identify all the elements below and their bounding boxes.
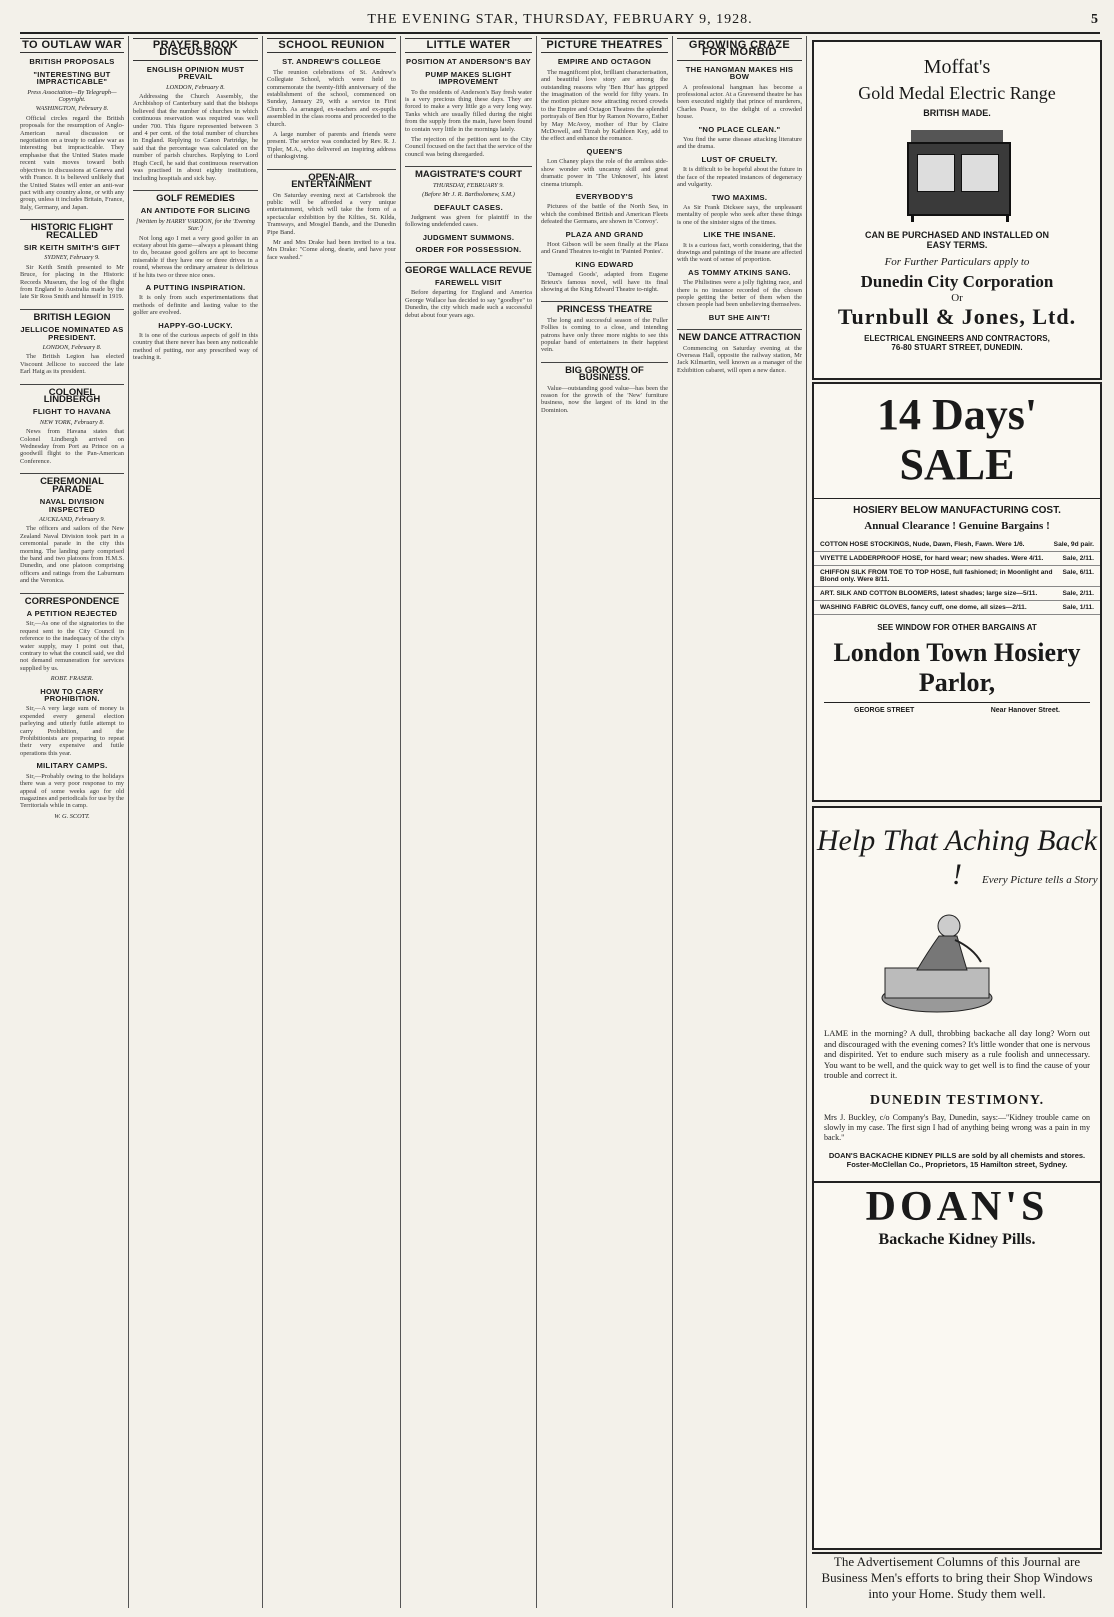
subhead: EVERYBODY'S xyxy=(575,191,634,201)
ad-text: For Further Particulars apply to xyxy=(884,256,1030,268)
byline: (Before Mr J. R. Bartholomew, S.M.) xyxy=(422,191,515,199)
store-name: London Town Hosiery Parlor, xyxy=(833,638,1081,697)
subhead: "NO PLACE CLEAN." xyxy=(698,124,781,134)
ad-address: 76-80 STUART STREET, DUNEDIN. xyxy=(891,343,1023,352)
headline-open-air: OPEN-AIR ENTERTAINMENT xyxy=(267,169,396,189)
dateline: THURSDAY, FEBRUARY 9. xyxy=(432,181,505,189)
sale-item xyxy=(814,552,1100,566)
article-body: As Sir Frank Dicksee says, the unpleasant mentality of people who seek after these things is one of the sinister signs of the times. xyxy=(677,203,802,226)
signature: ROBT. FRASER. xyxy=(50,675,94,683)
headline-little-water: LITTLE WATER xyxy=(405,38,532,53)
article-body: The magnificent plot, brilliant characterisation, and beautiful love story are among the outstanding reasons why 'Ben Hur' has gripped the imagination of the world for fifty years. In the motion picture now attracting record crowds to the Empire and Octagon Theatres the splendid portrayals of Ben Hur by Ramon Novarro, Esther by May McAvoy, mother of Hur by Claire McDowell, and Tirzah by Kathleen Key, add to the effect and enhance the romance. xyxy=(541,68,668,143)
subhead: KING EDWARD xyxy=(575,259,634,269)
headline-historic-flight: HISTORIC FLIGHT RECALLED xyxy=(20,219,124,239)
byline: [Written by HARRY VARDON, for the 'Evening Star.'] xyxy=(136,217,255,233)
subhead: NAVAL DIVISION INSPECTED xyxy=(39,497,105,514)
dateline: AUCKLAND, February 9. xyxy=(38,515,106,523)
ad-origin: BRITISH MADE. xyxy=(923,108,991,118)
sale-item-name: CHIFFON SILK FROM TOE TO TOP HOSE, full fashioned; in Moonlight and Blond only. Were 8/11. xyxy=(820,569,1053,583)
sale-item xyxy=(814,566,1100,587)
sale-item-list xyxy=(814,538,1100,615)
headline-george-wallace: GEORGE WALLACE REVUE xyxy=(405,262,532,274)
article-body: The reunion celebrations of St. Andrew's Collegiate School, which were held to commemorate the twenty-fifth anniversary of the establishment of the school, commenced on Sunday, January 29, with a service in First Church. As arranged, ex-teachers and ex-pupils assembled in the class rooms and proceeded to the church. xyxy=(267,68,396,128)
column-1 xyxy=(20,38,124,1608)
column-5 xyxy=(541,38,668,1608)
doans-footer: DOAN'S BACKACHE KIDNEY PILLS are sold by all chemists and stores. Foster-McClellan Co., Proprietors, 15 Hamilton street, Sydney. xyxy=(828,1150,1086,1169)
article-body: Value—outstanding good value—has been the reason for the growth of the 'New' furniture business, now the largest of its kind in the Dominion. xyxy=(541,384,668,414)
subhead: PUMP MAKES SLIGHT IMPROVEMENT xyxy=(425,69,512,87)
subhead: JUDGMENT SUMMONS. xyxy=(422,232,515,242)
ad-brand: Moffat's xyxy=(923,56,991,78)
article-body: The rejection of the petition sent to the City Council focused on the fact that the service of the council was being disregarded. xyxy=(405,136,532,158)
quote-line: BUT SHE AIN'T! xyxy=(708,312,771,322)
signature: W. G. SCOTT. xyxy=(54,812,90,820)
column-rule xyxy=(262,36,263,1608)
sale-item-price: Sale, 2/11. xyxy=(1062,555,1094,562)
sale-tagline: HOSIERY BELOW MANUFACTURING COST. xyxy=(814,498,1100,516)
article-body: You find the same disease attacking literature and the drama. xyxy=(677,136,802,151)
column-rule xyxy=(672,36,673,1608)
headline-new-dance: NEW DANCE ATTRACTION xyxy=(677,329,802,341)
article-body: 'Damaged Goods', adapted from Eugene Brieux's famous novel, will have its final showing at the King Edward Theatre to-night. xyxy=(541,271,668,293)
subhead: A PETITION REJECTED xyxy=(26,608,118,618)
subhead: FAREWELL VISIT xyxy=(435,277,502,287)
store-cross-street: Near Hanover Street. xyxy=(990,707,1060,714)
article-body: The long and successful season of the Fuller Follies is coming to a close, and intending patrons have only three more nights to see this popular band of entertainers in their happiest vein. xyxy=(541,316,668,354)
ad-text: ELECTRICAL ENGINEERS AND CONTRACTORS, xyxy=(864,334,1050,343)
article-body: A professional hangman has become a professional actor. At a Gravesend theatre he has been executed nightly that prince of murderers, Charles Peace, to the delight of a crowded house. xyxy=(677,83,802,121)
article-body: On Saturday evening next at Carisbrook the public will be afforded a very unique entertainment, which will take the form of a spectacular exhibition by the Kilties, St. Kilda, Tramways, and Mosgiel Bands, and the Dunedin Pipe Band. xyxy=(267,191,396,236)
subhead: HAPPY-GO-LUCKY. xyxy=(158,320,233,330)
subhead: FLIGHT TO HAVANA xyxy=(32,407,112,417)
headline-school-reunion: SCHOOL REUNION xyxy=(267,38,396,53)
headline-picture-theatres: PICTURE THEATRES xyxy=(541,38,668,53)
headline-prayer-book: PRAYER BOOK DISCUSSION xyxy=(133,38,258,61)
ad-doans-pills xyxy=(812,806,1102,1550)
sale-item-price: Sale, 6/11. xyxy=(1062,569,1094,576)
dateline: WASHINGTON, February 8. xyxy=(35,105,109,113)
article-body: To the residents of Anderson's Bay fresh water is a very precious thing these days. They are forced to make a very little go a very long way. Tanks which are usually filled during the night from the supply from the main, have been found to contain very little in the mornings lately. xyxy=(405,88,532,133)
subhead: DEFAULT CASES. xyxy=(433,202,504,212)
woman-at-washtub-illustration xyxy=(857,898,1057,1018)
article-body: The British Legion has elected Viscount Jellicoe to succeed the late Earl Haig as its president. xyxy=(20,353,124,376)
advertisement-note: The Advertisement Columns of this Journal are Business Men's efforts to bring their Shop Windows into your Home. Study them well. xyxy=(812,1552,1102,1602)
letter-body: Sir,—A very large sum of money is expended every general election parleying and utterly futile attempt to carry Prohibition, and the Prohibitionists are preparing to repeat their very expensive and futile operations this year. xyxy=(20,705,124,757)
sale-item-name: WASHING FABRIC GLOVES, fancy cuff, one dome, all sizes—2/11. xyxy=(820,604,1027,611)
ad-dealer: Dunedin City Corporation xyxy=(860,272,1054,291)
article-body: Mr and Mrs Drake had been invited to a tea. Mrs Drake: "Come along, dearie, and have your face washed." xyxy=(267,238,396,261)
article-body: The Philistines were a jolly fighting race, and there is no instance recorded of the chosen people getting the better of them when the chosen people had been unbelieving themselves. xyxy=(677,279,802,309)
subhead: HOW TO CARRY PROHIBITION. xyxy=(40,686,104,704)
subhead: A PUTTING INSPIRATION. xyxy=(145,282,246,292)
sale-window-note: SEE WINDOW FOR OTHER BARGAINS AT xyxy=(877,623,1037,632)
ad-text: EASY TERMS. xyxy=(926,240,988,250)
sale-item xyxy=(814,587,1100,601)
headline-growing-craze: GROWING CRAZE FOR MORBID xyxy=(677,38,802,61)
subhead: EMPIRE AND OCTAGON xyxy=(557,57,652,67)
ad-text: CAN BE PURCHASED AND INSTALLED ON xyxy=(864,230,1049,240)
article-body: Before departing for England and America George Wallace has decided to say "goodbye" to Dunedin, the city which made such a successful debut about four years ago. xyxy=(405,289,532,319)
article-body: Hoot Gibson will be seen finally at the Plaza and Grand Theatres to-night in 'Painted Ponies'. xyxy=(541,240,668,256)
masthead-title: THE EVENING STAR, THURSDAY, FEBRUARY 9, 1928. xyxy=(367,12,753,27)
subhead: ENGLISH OPINION MUST PREVAIL xyxy=(146,64,245,82)
subhead: BRITISH PROPOSALS xyxy=(29,57,115,67)
column-rule xyxy=(400,36,401,1608)
sale-tagline: Annual Clearance ! Genuine Bargains ! xyxy=(864,520,1050,532)
masthead xyxy=(20,8,1100,34)
doans-brand-sub: Backache Kidney Pills. xyxy=(878,1230,1036,1248)
byline: Press Association—By Telegraph—Copyright. xyxy=(27,88,117,104)
article-body: The officers and sailors of the New Zealand Naval Division took part in a ceremonial parade in the city this morning. The landing party comprised the band and two platoons from H.M.S. Dunedin, and one platoon comprising officers and ratings from the Laburnum and the Veronica. xyxy=(20,525,124,585)
sale-item-name: COTTON HOSE STOCKINGS, Nude, Dawn, Flesh, Fawn. Were 1/6. xyxy=(820,541,1025,548)
subhead: MILITARY CAMPS. xyxy=(36,761,108,771)
article-body: Addressing the Church Assembly, the Archbishop of Canterbury said that the bishops believed that the number of churches in which continuous reservation was required was well under 700. This figure represented between 3 and 4 per cent. of the total number of churches in England. Replying to Canon Partridge, he said that the percentage was calculated on the number of parish churches. Replying to Lord Hugh Cecil, he said that continuous reservation was practised in about eighty institutions, including hospitals and sick bay. xyxy=(133,93,258,182)
dateline: SYDNEY, February 9. xyxy=(44,254,100,262)
headline-correspondence: CORRESPONDENCE xyxy=(20,593,124,605)
sale-item-name: VIYETTE LADDERPROOF HOSE, for hard wear; new shades. Were 4/11. xyxy=(820,555,1044,562)
article-body: Commencing on Saturday evening at the Overseas Hall, opposite the railway station, Mr Jack Kilmartin, well known as a manager of the Exhibition cabaret, will open a new dance. xyxy=(677,344,802,374)
subhead: LUST OF CRUELTY. xyxy=(701,154,778,164)
dateline: LONDON, February 8. xyxy=(166,83,225,91)
headline-big-growth: BIG GROWTH OF BUSINESS. xyxy=(541,362,668,382)
dateline: NEW YORK, February 8. xyxy=(39,418,105,426)
column-6 xyxy=(677,38,802,1608)
subhead: AN ANTIDOTE FOR SLICING xyxy=(140,206,251,216)
doans-brand: DOAN'S xyxy=(814,1181,1100,1231)
page-number: 5 xyxy=(1091,12,1098,27)
subhead: AS TOMMY ATKINS SANG. xyxy=(688,267,791,277)
article-body: News from Havana states that Colonel Lindbergh arrived on Wednesday from Port au Prince on a goodwill flight to the Pan-American Conference. xyxy=(20,428,124,465)
subhead: ORDER FOR POSSESSION. xyxy=(415,245,522,255)
subhead: LIKE THE INSANE. xyxy=(703,230,776,240)
store-address xyxy=(824,702,1090,718)
article-body: Official circles regard the British proposals for the resumption of Anglo-American naval discussion or negotiation on a treaty to outlaw war as interesting but impracticable. They emphasise that the United States made recent vain moves toward both objectives in discussions at Geneva and with France. It is believed unlikely that the United States will enter an anti-war pact with any country alone, or with any group, unless it includes Britain, France, Italy, Germany, and Japan. xyxy=(20,114,124,211)
ad-moffats-range xyxy=(812,40,1102,380)
sale-headline: 14 Days' SALE xyxy=(876,390,1038,489)
article-body: It is one of the curious aspects of golf in this country that there never has been any noticeable method of putting, nor any prescribed way of teaching it. xyxy=(133,332,258,362)
sale-item-name: ART. SILK AND COTTON BLOOMERS, latest shades; large size—5/11. xyxy=(820,590,1038,597)
letter-body: Sir,—Probably owing to the holidays there was a very poor response to my appeal of some weeks ago for old magazines and periodicals for use by the Territorials while in camp. xyxy=(20,772,124,810)
ad-text: Or xyxy=(951,292,963,304)
letter-body: Sir,—As one of the signatories to the request sent to the City Council in reference to the inadequacy of the city's water supply, may I point out that, contrary to what the council said, we did not demand remuneration for services supplied by us. xyxy=(20,620,124,672)
article-body: Pictures of the battle of the North Sea, in which the combined British and American Fleets defeated the Germans, are shown in 'Convoy'. xyxy=(541,203,668,226)
subhead: SIR KEITH SMITH'S GIFT xyxy=(23,242,121,252)
column-4 xyxy=(405,38,532,1608)
subhead: JELLICOE NOMINATED AS PRESIDENT. xyxy=(20,325,124,342)
column-rule xyxy=(128,36,129,1608)
electric-range-illustration xyxy=(897,124,1017,224)
column-2 xyxy=(133,38,258,1608)
column-3 xyxy=(267,38,396,1608)
article-body: Lon Chaney plays the role of the armless side-show wonder with uncanny skill and great dramatic power in 'The Unknown', his latest cinema triumph. xyxy=(541,158,668,188)
subhead: TWO MAXIMS. xyxy=(711,192,768,202)
dateline: LONDON, February 8. xyxy=(42,344,102,351)
headline-princess-theatre: PRINCESS THEATRE xyxy=(541,301,668,313)
article-body: It is a curious fact, worth considering, that the drawings and paintings of the insane are affected with the want of sense of proportion. xyxy=(677,241,802,264)
article-body: A large number of parents and friends were present. The service was conducted by Rev. R. J. Tipler, M.A., who delivered an inspiring address of thanksgiving. xyxy=(267,131,396,161)
article-body: Sir Keith Smith presented to Mr Bruce, for placing in the Historic Records Museum, the log of the flight from England to Australia made by the late Sir Ross Smith and himself in 1919. xyxy=(20,263,124,301)
subhead: POSITION AT ANDERSON'S BAY xyxy=(405,57,532,67)
subhead: THE HANGMAN MAKES HIS BOW xyxy=(685,64,794,82)
article-body: Judgment was given for plaintiff in the following undefended cases. xyxy=(405,213,532,229)
headline-british-legion: BRITISH LEGION xyxy=(20,309,124,321)
sale-item-price: Sale, 9d pair. xyxy=(1053,541,1094,548)
doans-testimony-heading: DUNEDIN TESTIMONY. xyxy=(869,1092,1045,1108)
doans-body: LAME in the morning? A dull, throbbing backache all day long? Worn out and discouraged with the evening comes? It's little wonder that one is nervous and dispirited. Yet to endure such misery as a rule foolish and unnecessary. You want to be well, and the quick way to get well is to find the cause of your trouble and correct it. xyxy=(824,1028,1090,1080)
ad-hosiery-sale xyxy=(812,382,1102,802)
doans-headline: Help That Aching Back ! xyxy=(816,824,1098,891)
subhead: ST. ANDREW'S COLLEGE xyxy=(282,57,381,67)
subhead: "INTERESTING BUT IMPRACTICABLE" xyxy=(33,69,111,87)
article-body: It is only from such experimentations that methods of definite and lasting value to the golfer are evolved. xyxy=(133,294,258,317)
sale-item xyxy=(814,538,1100,552)
ad-dealer: Turnbull & Jones, Ltd. xyxy=(837,304,1077,329)
sale-item-price: Sale, 2/11. xyxy=(1062,590,1094,597)
store-street: GEORGE STREET xyxy=(854,707,915,714)
sale-item xyxy=(814,601,1100,615)
doans-testimony: Mrs J. Buckley, c/o Company's Bay, Dunedin, says:—"Kidney trouble came on slowly in my case. The first sign I had of anything being wrong was a pain in my back." xyxy=(824,1112,1090,1142)
sale-item-price: Sale, 1/11. xyxy=(1062,604,1094,611)
headline-ceremonial-parade: CEREMONIAL PARADE xyxy=(20,473,124,493)
doans-caption: Every Picture tells a Story xyxy=(982,874,1098,886)
column-rule xyxy=(536,36,537,1608)
subhead: QUEEN'S xyxy=(586,146,623,156)
column-rule xyxy=(806,36,807,1608)
ad-product: Gold Medal Electric Range xyxy=(858,83,1056,103)
headline-to-outlaw-war: TO OUTLAW WAR xyxy=(20,38,124,53)
headline-colonel-lindbergh: COLONEL LINDBERGH xyxy=(20,384,124,404)
article-body: Not long ago I met a very good golfer in an ecstasy about his game—always a pleasant thing to do, because good golfers are apt to become miserable if they have one or three drives in a round, whereas the ordinary amateur is delirious if he hits two or three nice ones. xyxy=(133,234,258,279)
headline-magistrates-court: MAGISTRATE'S COURT xyxy=(405,166,532,178)
headline-golf-remedies: GOLF REMEDIES xyxy=(133,190,258,202)
article-body: It is difficult to be hopeful about the future in the face of the repeated instances of degeneracy and vulgarity. xyxy=(677,166,802,189)
subhead: PLAZA AND GRAND xyxy=(565,229,644,239)
